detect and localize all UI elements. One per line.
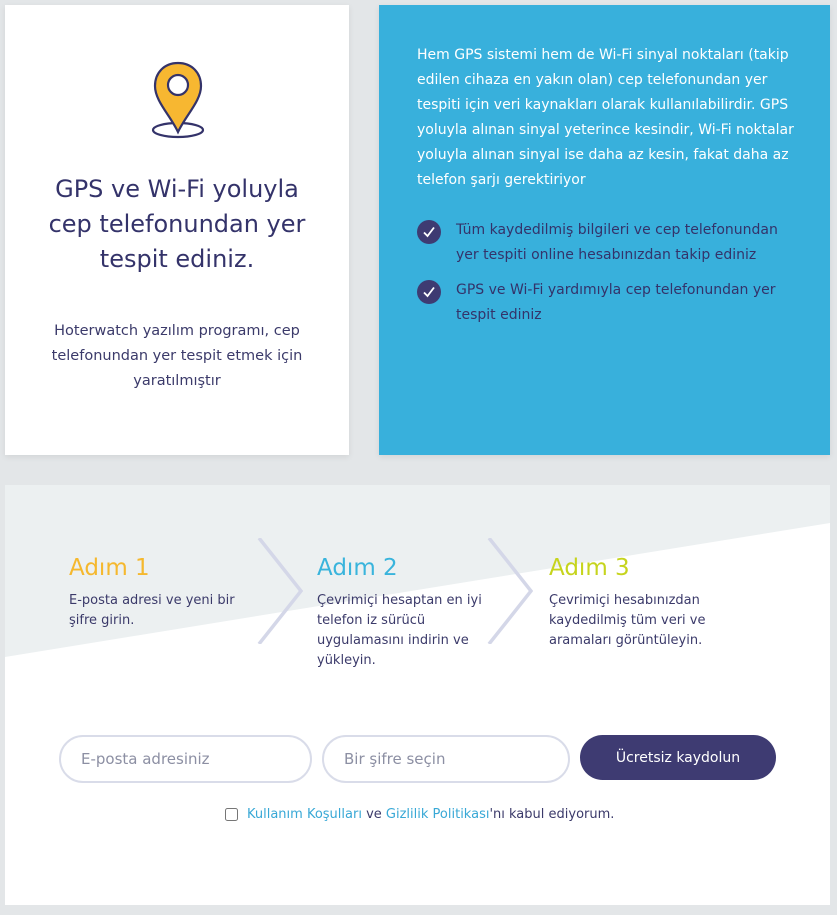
- list-item-text: GPS ve Wi-Fi yardımıyla cep telefonundan yer tespit ediniz: [456, 282, 776, 323]
- chevron-right-icon: [257, 538, 303, 644]
- list-item-text: Tüm kaydedilmiş bilgileri ve cep telefonundan yer tespiti online hesabınızdan takip ediniz: [456, 222, 778, 263]
- feature-intro-text: Hem GPS sistemi hem de Wi-Fi sinyal noktaları (takip edilen cihaza en yakın olan) cep telefonundan yer tespiti için veri kaynakları olarak kullanılabilirdir. GPS yoluyla alınan sinyal yeterince kesindir, Wi-Fi noktalar yoluyla alınan sinyal ise daha az kesin, fakat daha az telefon şarjı gerektiriyor: [417, 47, 794, 188]
- email-input[interactable]: [59, 735, 312, 783]
- list-item: [417, 218, 797, 268]
- step-1: [69, 553, 259, 631]
- terms-suffix-text: 'nı kabul ediyorum.: [489, 807, 615, 822]
- step-3: [549, 553, 734, 651]
- checkmark-icon: [417, 280, 441, 304]
- list-item: [417, 278, 797, 328]
- feature-check-list: [417, 218, 797, 338]
- terms-checkbox[interactable]: [225, 808, 238, 821]
- feature-card-left: [5, 5, 349, 455]
- step-description: Çevrimiçi hesabınızdan kaydedilmiş tüm veri ve aramaları görüntüleyin.: [549, 593, 706, 648]
- password-input[interactable]: [322, 735, 570, 783]
- privacy-policy-link[interactable]: Gizlilik Politikası: [385, 807, 490, 822]
- feature-title: GPS ve Wi-Fi yoluyla cep telefonundan yer tespit ediniz.: [48, 175, 306, 273]
- step-description: E-posta adresi ve yeni bir şifre girin.: [69, 593, 235, 628]
- step-description: Çevrimiçi hesaptan en iyi telefon iz sürücü uygulamasını indirin ve yükleyin.: [317, 593, 482, 668]
- feature-description: Hoterwatch yazılım programı, cep telefonundan yer tespit etmek için yaratılmıştır: [51, 323, 303, 389]
- section-background: [5, 485, 830, 905]
- terms-agreement: [225, 807, 614, 822]
- checkmark-icon: [417, 220, 441, 244]
- terms-and-text: ve: [361, 807, 386, 822]
- step-title: Adım 2: [317, 555, 398, 581]
- signup-button[interactable]: Ücretsiz kaydolun: [580, 735, 776, 780]
- feature-card-right: [379, 5, 830, 455]
- step-2: [317, 553, 497, 671]
- map-pin-icon: [148, 59, 208, 141]
- terms-of-use-link[interactable]: Kullanım Koşulları: [247, 807, 362, 822]
- step-title: Adım 3: [549, 555, 630, 581]
- step-title: Adım 1: [69, 555, 150, 581]
- signup-section: [5, 485, 830, 905]
